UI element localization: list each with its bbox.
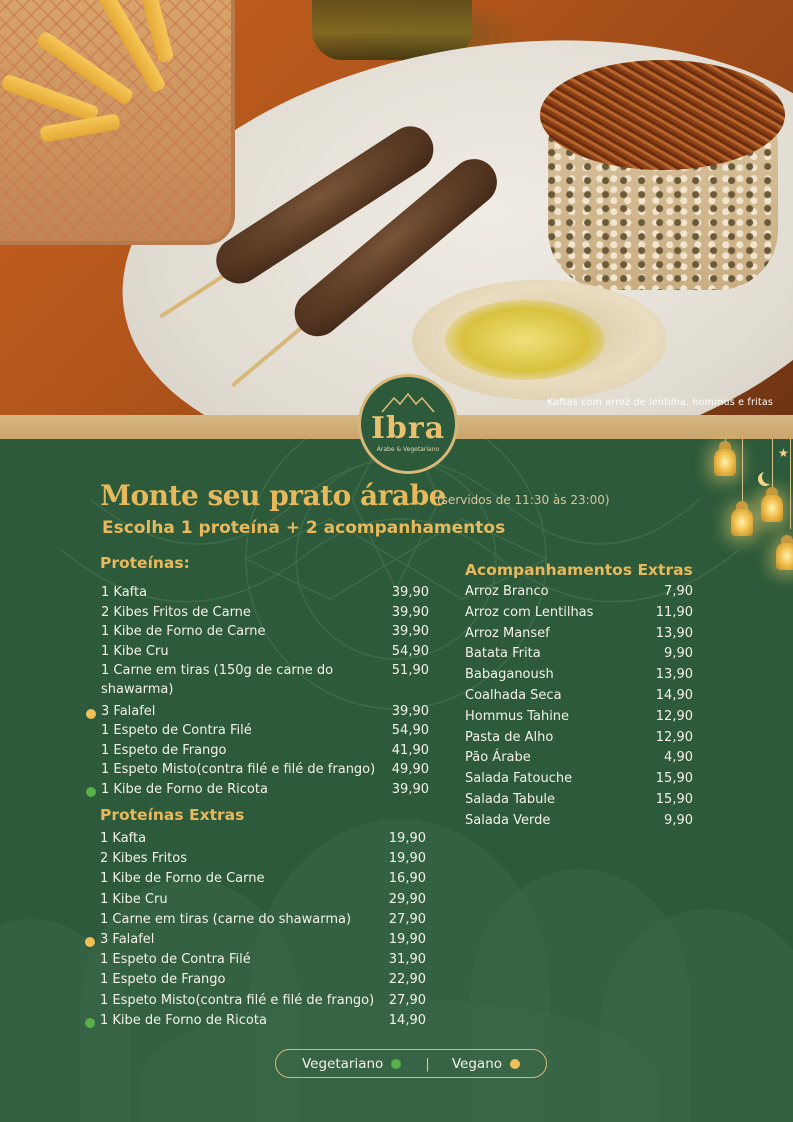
menu-item-name: 1 Espeto Misto(contra filé e filé de frango)	[100, 992, 375, 1008]
lantern-icon	[776, 542, 793, 570]
menu-item-name: Hommus Tahine	[465, 708, 570, 724]
menu-item-name: 1 Carne em tiras (150g de carne do	[101, 663, 334, 679]
menu-item-price: 16,90	[388, 871, 426, 887]
legend-vegetariano-label: Vegetariano	[301, 1055, 384, 1072]
menu-item-name: 1 Kafta	[101, 585, 148, 600]
hero-photo	[0, 0, 793, 415]
menu-item-name: Batata Frita	[465, 646, 541, 662]
menu-item-name: 1 Espeto de Frango	[101, 742, 227, 758]
star-icon: ★	[778, 446, 789, 460]
legend-vegano-label: Vegano	[451, 1055, 503, 1072]
menu-item-name: 1 Kibe de Forno de Carne	[101, 624, 266, 640]
menu-item-name: Salada Verde	[465, 812, 551, 828]
menu-item-name: 1 Espeto Misto(contra filé e filé de frango)	[101, 762, 376, 778]
menu-item-price: 15,90	[655, 771, 693, 787]
menu-item-price: 39,90	[391, 585, 429, 600]
serving-hours: (servidos de 11:30 às 23:00)	[437, 493, 610, 507]
menu-item-price: 31,90	[388, 952, 426, 968]
vegan-dot-icon	[510, 1059, 520, 1069]
menu-item-price: 54,90	[391, 723, 429, 739]
lantern-icon	[731, 508, 753, 536]
menu-item-price: 39,90	[391, 624, 429, 640]
menu-item-price: 39,90	[391, 703, 429, 719]
menu-item-price: 13,90	[655, 667, 693, 683]
legend-separator: |	[425, 1055, 430, 1072]
menu-item-price: 39,90	[391, 604, 429, 620]
menu-item-name: Arroz Branco	[465, 584, 549, 599]
page-title: Monte seu prato árabe	[100, 479, 446, 512]
menu-item-name: 1 Kibe de Forno de Ricota	[100, 1012, 267, 1028]
menu-item-name: 1 Kibe Cru	[100, 891, 168, 907]
menu-item-name: 1 Espeto de Contra Filé	[100, 952, 251, 968]
section-title-proteinas: Proteínas:	[100, 554, 190, 572]
menu-item-price: 19,90	[388, 851, 426, 867]
lantern-icon	[714, 448, 736, 476]
logo-name: Ibra	[370, 410, 446, 446]
menu-item-name: 1 Kibe Cru	[101, 643, 169, 659]
menu-item-name: Coalhada Seca	[465, 688, 562, 703]
fried-onions	[540, 60, 785, 170]
vegan-dot-icon	[86, 709, 96, 719]
menu-item-name: Salada Fatouche	[465, 771, 573, 787]
menu-item-name: Arroz Mansef	[465, 625, 550, 641]
menu-item-name: 1 Kibe de Forno de Carne	[100, 871, 265, 887]
menu-item-price: 27,90	[388, 911, 426, 927]
menu-item-name: 1 Kibe de Forno de Ricota	[101, 782, 268, 797]
menu-item-name: 1 Espeto de Contra Filé	[101, 723, 252, 739]
vegetarian-dot-icon	[391, 1059, 401, 1069]
menu-item-price: 9,90	[664, 812, 693, 828]
menu-item-name: Pão Árabe	[465, 750, 531, 766]
menu-item-price: 11,90	[655, 604, 693, 620]
photo-caption: Kaftas com arroz de lentilha, hommus e fritas	[547, 397, 773, 408]
vegan-dot-icon	[85, 937, 95, 947]
menu-item-name: 2 Kibes Fritos de Carne	[101, 604, 251, 620]
mosque-skyline-icon	[380, 392, 436, 414]
menu-item-name: 3 Falafel	[100, 932, 155, 947]
menu-item-price: 14,90	[655, 688, 693, 703]
menu-item-price: 51,90	[391, 663, 429, 679]
menu-item-name: 2 Kibes Fritos	[100, 851, 188, 867]
menu-item-price: 22,90	[388, 972, 426, 988]
logo-tagline: Árabe & Vegetariano	[376, 445, 440, 453]
menu-item-price: 19,90	[388, 932, 426, 947]
menu-item-name: 1 Carne em tiras (carne do shawarma)	[100, 911, 352, 927]
menu-item-price: 13,90	[655, 625, 693, 641]
page-subtitle: Escolha 1 proteína + 2 acompanhamentos	[102, 518, 506, 538]
section-title-proteinas-extras: Proteínas Extras	[100, 806, 245, 824]
section-title-acompanhamentos: Acompanhamentos Extras	[465, 561, 693, 579]
menu-item-price: 49,90	[391, 762, 429, 778]
menu-item-name: 1 Espeto de Frango	[100, 972, 226, 988]
menu-item-price: 4,90	[664, 750, 693, 766]
vegetarian-dot-icon	[85, 1018, 95, 1028]
menu-item-name: Pasta de Alho	[465, 729, 554, 745]
menu-item-price: 41,90	[391, 742, 429, 758]
vegetarian-dot-icon	[86, 787, 96, 797]
menu-item-price: 54,90	[391, 643, 429, 659]
menu-item-name: Arroz com Lentilhas	[465, 604, 594, 620]
menu-item-name: Salada Tabule	[465, 792, 556, 807]
menu-item-price: 7,90	[664, 584, 693, 599]
lantern-icon	[761, 494, 783, 522]
diet-legend	[275, 1049, 547, 1078]
menu-item-price: 12,90	[655, 708, 693, 724]
menu-item-name: 1 Kafta	[100, 831, 147, 846]
menu-item-price: 12,90	[655, 729, 693, 745]
menu-item-name-continued: shawarma)	[101, 682, 174, 698]
menu-item-price: 15,90	[655, 792, 693, 807]
brand-logo	[358, 374, 458, 474]
menu-item-price: 19,90	[388, 831, 426, 846]
moon-icon	[762, 470, 776, 484]
menu-item-name: Babaganoush	[465, 667, 554, 683]
menu-item-price: 29,90	[388, 891, 426, 907]
menu-item-price: 39,90	[391, 782, 429, 797]
menu-item-price: 27,90	[388, 992, 426, 1008]
menu-item-price: 9,90	[664, 646, 693, 662]
menu-item-price: 14,90	[388, 1012, 426, 1028]
menu-item-name: 3 Falafel	[101, 703, 156, 719]
